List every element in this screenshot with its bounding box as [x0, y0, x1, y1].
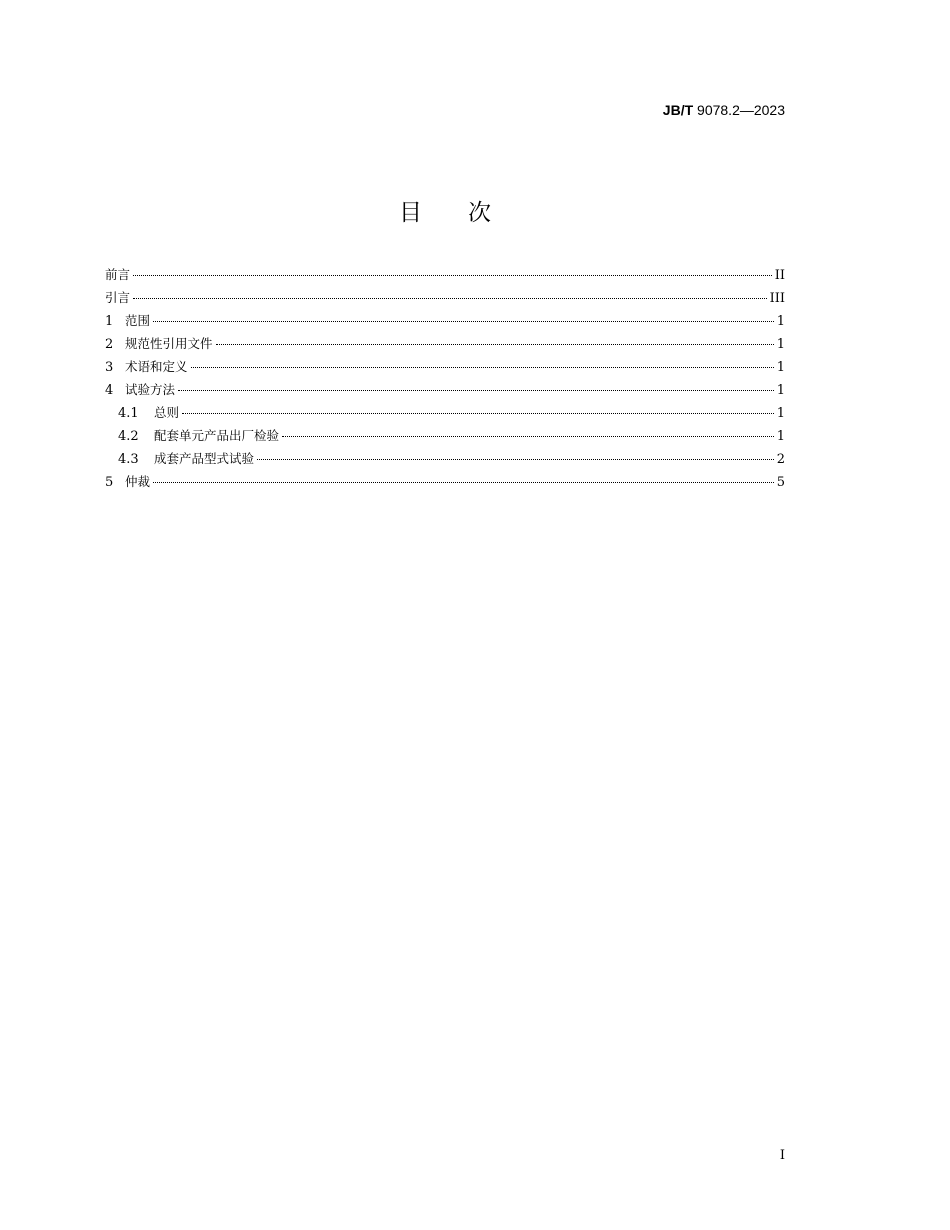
toc-leader-dots — [133, 298, 767, 299]
toc-entry-terms-definitions[interactable] — [105, 357, 785, 380]
toc-entry-page: 1 — [776, 360, 785, 375]
toc-entry-page: III — [769, 291, 785, 306]
toc-entry-label: 范围 — [125, 313, 151, 328]
toc-entry-page: 2 — [776, 452, 785, 467]
toc-leader-dots — [182, 413, 774, 414]
toc-entry-number: 1 — [105, 314, 114, 329]
toc-entry-page: II — [774, 268, 785, 283]
toc-entry-number: 5 — [105, 475, 114, 490]
toc-entry-page: 1 — [776, 429, 785, 444]
toc-entry-test-methods[interactable] — [105, 380, 785, 403]
toc-entry-number: 4.3 — [118, 452, 139, 467]
standard-prefix: JB/T — [662, 102, 694, 118]
standard-code — [663, 102, 785, 118]
toc-entry-page: 1 — [776, 383, 785, 398]
title-char-1: 目 — [399, 200, 422, 226]
toc-entry-number: 4 — [105, 383, 114, 398]
standard-number: 9078.2—2023 — [697, 102, 785, 118]
title-char-2: 次 — [468, 200, 491, 226]
toc-leader-dots — [153, 321, 774, 322]
toc-leader-dots — [216, 344, 774, 345]
toc-entry-label: 前言 — [105, 267, 131, 282]
toc-entry-scope[interactable] — [105, 311, 785, 334]
toc-entry-page: 1 — [776, 337, 785, 352]
toc-entry-page: 1 — [776, 406, 785, 421]
toc-entry-general[interactable] — [105, 403, 785, 426]
toc-entry-label: 试验方法 — [125, 382, 176, 397]
toc-entry-number: 3 — [105, 360, 114, 375]
toc-entry-number: 4.2 — [118, 429, 139, 444]
toc-entry-number: 4.1 — [118, 406, 139, 421]
toc-entry-factory-inspection[interactable] — [105, 426, 785, 449]
toc-entry-introduction[interactable] — [105, 288, 785, 311]
toc-leader-dots — [282, 436, 774, 437]
toc-entry-label: 配套单元产品出厂检验 — [154, 428, 280, 443]
toc-entry-number: 2 — [105, 337, 114, 352]
toc-entry-label: 仲裁 — [125, 474, 151, 489]
toc-entry-normative-references[interactable] — [105, 334, 785, 357]
toc-leader-dots — [153, 482, 774, 483]
toc-leader-dots — [133, 275, 772, 276]
toc-entry-label: 规范性引用文件 — [125, 336, 213, 351]
toc-entry-label: 引言 — [105, 290, 131, 305]
toc-entry-label: 总则 — [154, 405, 180, 420]
page-number: I — [779, 1148, 785, 1163]
toc-entry-foreword[interactable] — [105, 265, 785, 288]
toc-entry-page: 1 — [776, 314, 785, 329]
toc-entry-page: 5 — [776, 475, 785, 490]
toc-entry-label: 术语和定义 — [125, 359, 188, 374]
toc-entry-type-test[interactable] — [105, 449, 785, 472]
table-of-contents — [105, 265, 785, 495]
toc-leader-dots — [257, 459, 774, 460]
toc-leader-dots — [178, 390, 774, 391]
page-title — [0, 194, 890, 227]
toc-leader-dots — [191, 367, 774, 368]
toc-entry-arbitration[interactable] — [105, 472, 785, 495]
toc-entry-label: 成套产品型式试验 — [154, 451, 255, 466]
